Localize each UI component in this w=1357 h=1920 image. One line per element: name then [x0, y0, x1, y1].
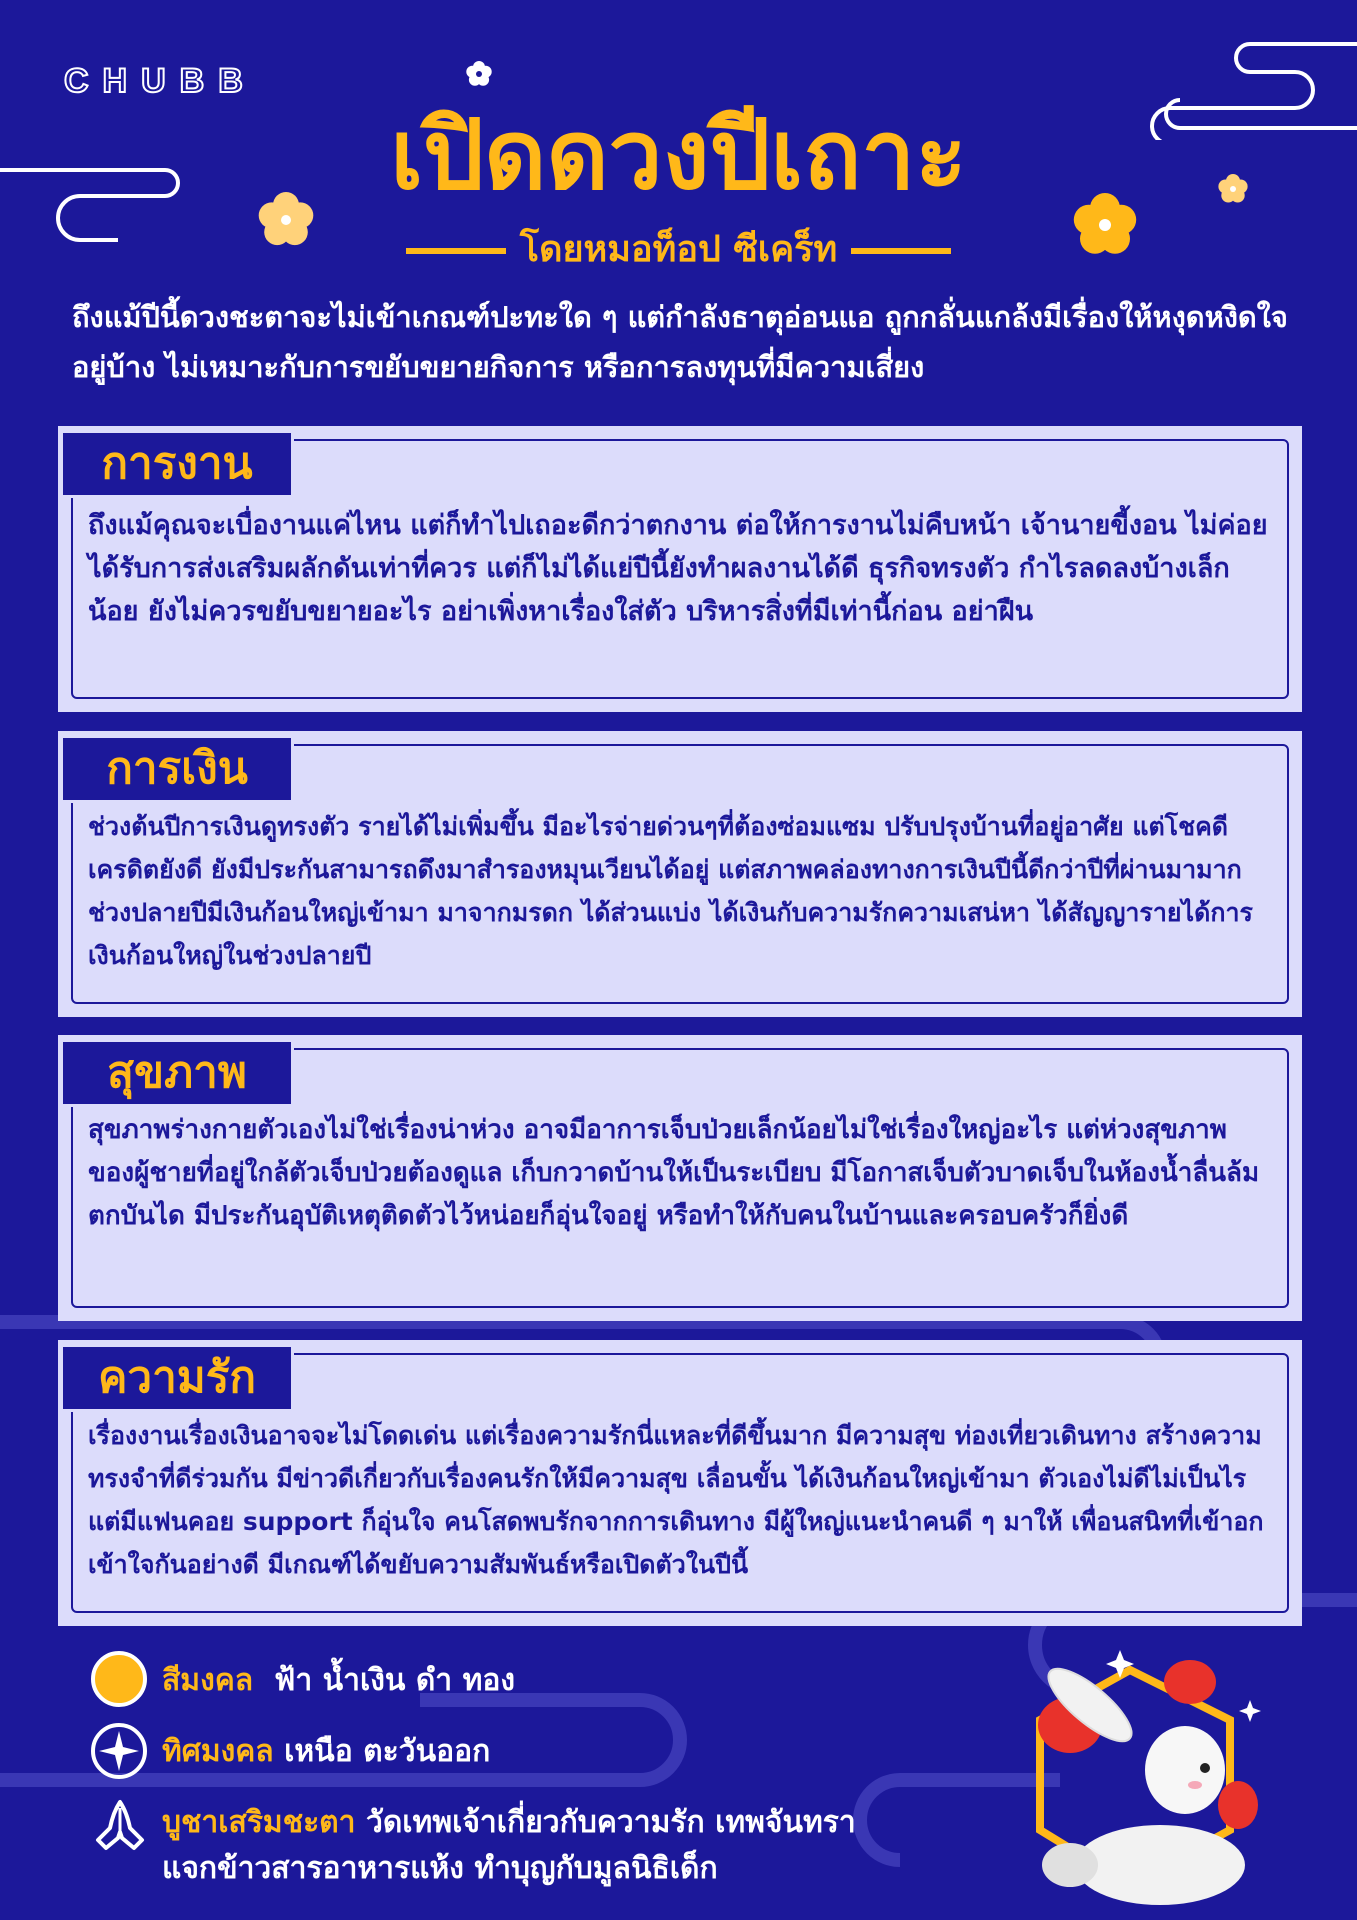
chubb-logo: CHUBB — [64, 62, 257, 100]
subtitle-divider-right — [851, 248, 951, 254]
section-career — [58, 426, 1302, 712]
section-love — [58, 1340, 1302, 1626]
flower-icon — [465, 60, 493, 88]
praying-hands-icon — [88, 1798, 152, 1852]
lucky-direction-row — [162, 1728, 490, 1775]
section-title: การเงิน — [63, 735, 294, 803]
subtitle-text: โดยหมอท็อป ซีเคร็ท — [519, 229, 838, 270]
page-title: เปิดดวงปีเถาะ — [390, 99, 967, 211]
lucky-direction-label: ทิศมงคล — [162, 1734, 274, 1769]
compass-icon — [90, 1722, 148, 1780]
section-finance — [58, 731, 1302, 1017]
worship-row — [162, 1800, 856, 1892]
worship-label: บูชาเสริมชะตา — [162, 1805, 356, 1840]
page-subtitle — [0, 220, 1357, 277]
section-body: ช่วงต้นปีการเงินดูทรงตัว รายได้ไม่เพิ่มขึ้น มีอะไรจ่ายด่วนๆที่ต้องซ่อมแซม ปรับปรุงบ้านที่อยู่อาศัย แต่โชคดีเครดิตยังดี ยังมีประกันสามารถดึงมาสำรองหมุนเวียนได้อยู่ แต่สภาพคล่องทางการเงินปีนี้ดีกว่าปีที่ผ่านมามากช่วงปลายปีมีเงินก้อนใหญ่เข้ามา มาจากมรดก ได้ส่วนแบ่ง ได้เงินกับความรักความเสน่หา ได้สัญญารายได้การเงินก้อนใหญ่ในช่วงปลายปี — [88, 812, 1253, 970]
lucky-color-row — [162, 1657, 515, 1704]
worship-value-line1: วัดเทพเจ้าเกี่ยวกับความรัก เทพจันทรา — [365, 1805, 856, 1840]
section-title: สุขภาพ — [63, 1039, 294, 1107]
lucky-color-icon — [90, 1650, 148, 1708]
subtitle-divider-left — [406, 248, 506, 254]
section-body: ถึงแม้คุณจะเบื่องานแค่ไหน แต่ก็ทำไปเถอะดีกว่าตกงาน ต่อให้การงานไม่คืบหน้า เจ้านายขี้งอน ไม่ค่อยได้รับการส่งเสริมผลักดันเท่าที่ควร แต่ก็ไม่ได้แย่ปีนี้ยังทำผลงานได้ดี ธุรกิจทรงตัว กำไรลดลงบ้างเล็กน้อย ยังไม่ควรขยับขยายอะไร อย่าเพิ่งหาเรื่องใส่ตัว บริหารสิ่งที่มีเท่านี้ก่อน อย่าฝืน — [88, 510, 1268, 627]
lucky-color-value: ฟ้า น้ำเงิน ดำ ทอง — [274, 1663, 516, 1698]
lucky-direction-value: เหนือ ตะวันออก — [284, 1734, 491, 1769]
section-body: สุขภาพร่างกายตัวเองไม่ใช่เรื่องน่าห่วง อาจมีอาการเจ็บป่วยเล็กน้อยไม่ใช่เรื่องใหญ่อะไร แต่ห่วงสุขภาพของผู้ชายที่อยู่ใกล้ตัวเจ็บป่วยต้องดูแล เก็บกวาดบ้านให้เป็นระเบียบ มีโอกาสเจ็บตัวบาดเจ็บในห้องน้ำลื่นล้มตกบันได มีประกันอุบัติเหตุติดตัวไว้หน่อยก็อุ่นใจอยู่ หรือทำให้กับคนในบ้านและครอบครัวก็ยิ่งดี — [88, 1115, 1260, 1231]
section-title: ความรัก — [63, 1344, 294, 1412]
worship-value-line2: แจกข้าวสารอาหารแห้ง ทำบุญกับมูลนิธิเด็ก — [162, 1851, 718, 1886]
rabbit-illustration — [1010, 1640, 1280, 1910]
section-health — [58, 1035, 1302, 1321]
intro-text: ถึงแม้ปีนี้ดวงชะตาจะไม่เข้าเกณฑ์ปะทะใด ๆ แต่กำลังธาตุอ่อนแอ ถูกกลั่นแกล้งมีเรื่องให้หงุดหงิดใจอยู่บ้าง ไม่เหมาะกับการขยับขยายกิจการ หรือการลงทุนที่มีความเสี่ยง — [72, 300, 1288, 384]
lucky-color-label: สีมงคล — [162, 1663, 254, 1698]
section-title: การงาน — [63, 430, 294, 498]
section-body: เรื่องงานเรื่องเงินอาจจะไม่โดดเด่น แต่เรื่องความรักนี่แหละที่ดีขึ้นมาก มีความสุข ท่องเที่ยวเดินทาง สร้างความทรงจำที่ดีร่วมกัน มีข่าวดีเกี่ยวกับเรื่องคนรักให้มีความสุข เลื่อนขั้น ได้เงินก้อนใหญ่เข้ามา ตัวเองไม่ดีไม่เป็นไรแต่มีแฟนคอย support ก็อุ่นใจ คนโสดพบรักจากการเดินทาง มีผู้ใหญ่แนะนำคนดี ๆ มาให้ เพื่อนสนิทที่เข้าอกเข้าใจกันอย่างดี มีเกณฑ์ได้ขยับความสัมพันธ์หรือเปิดตัวในปีนี้ — [88, 1421, 1264, 1579]
